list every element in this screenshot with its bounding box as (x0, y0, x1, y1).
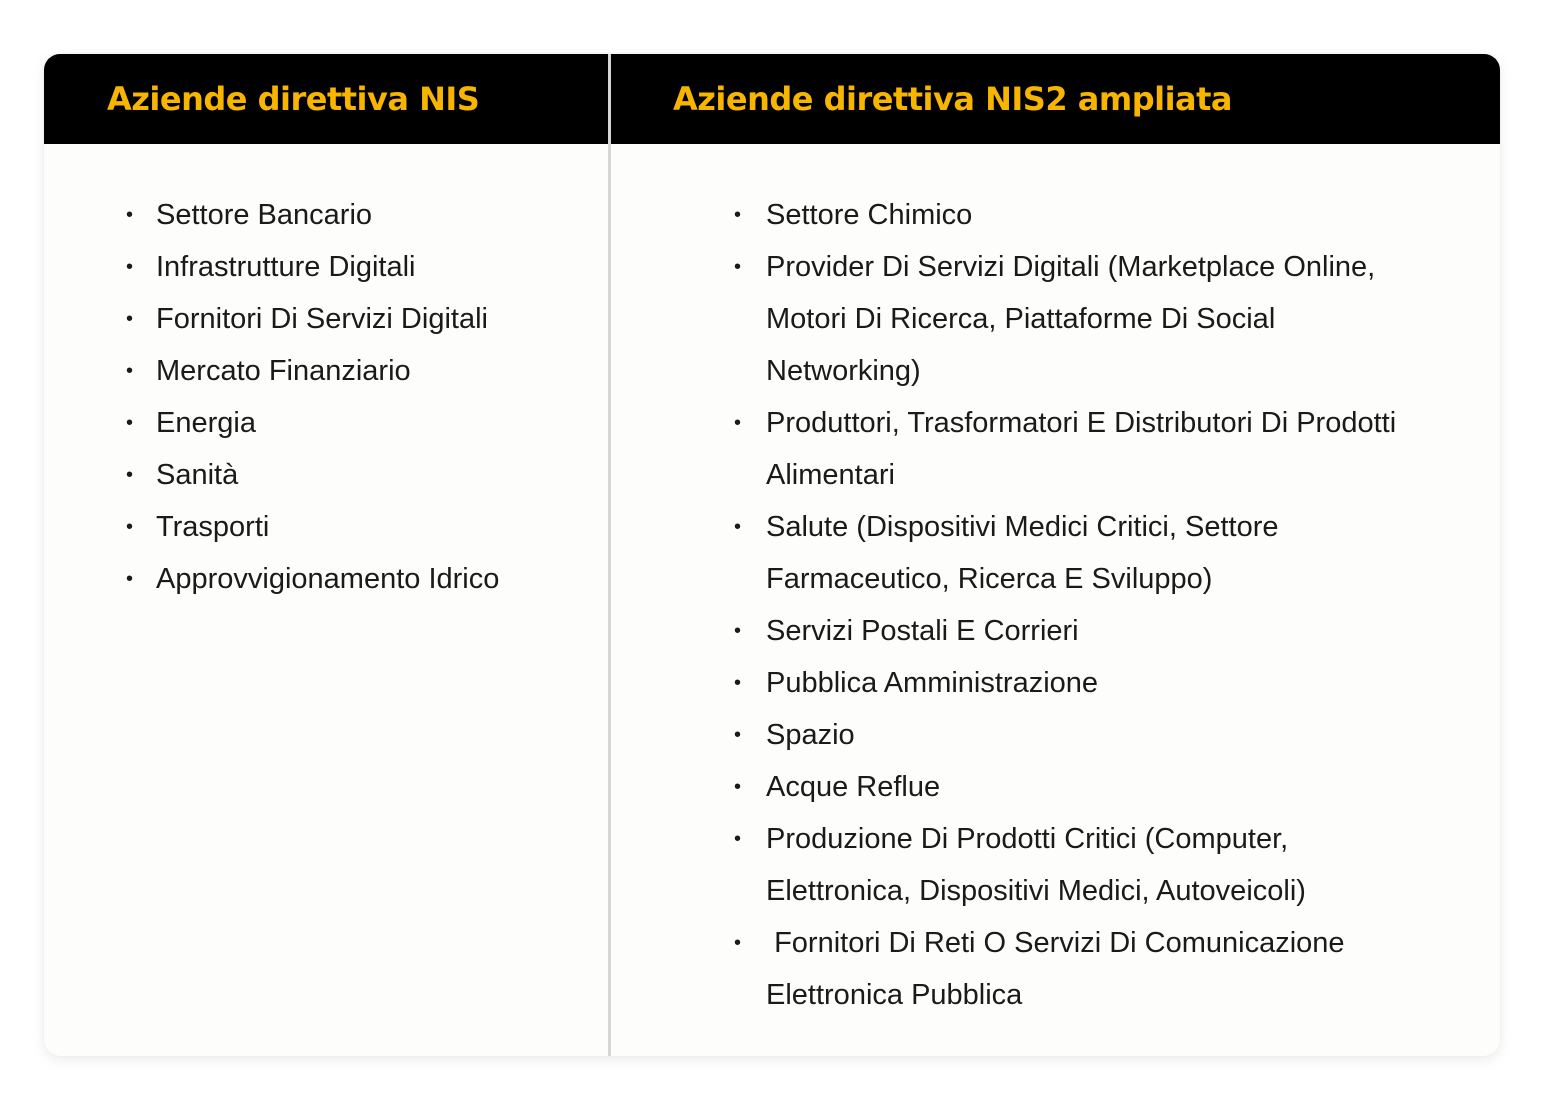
bullet-icon: • (734, 256, 742, 278)
list-item (124, 449, 594, 501)
list-item (732, 709, 1432, 761)
list-item-label: Settore Bancario (156, 199, 373, 231)
list-item (732, 501, 1432, 605)
comparison-table (44, 54, 1500, 1056)
bullet-icon: • (734, 724, 742, 746)
list-item-label: Fornitori Di Servizi Digitali (156, 303, 488, 335)
list-item-label: Produzione Di Prodotti Critici (Computer, Elettronica, Dispositivi Medici, Autoveicoli) (766, 823, 1306, 907)
list-item-label: Fornitori Di Reti O Servizi Di Comunicazione Elettronica Pubblica (766, 927, 1353, 1011)
bullet-icon: • (126, 360, 134, 382)
bullet-icon: • (734, 932, 742, 954)
list-item-label: Provider Di Servizi Digitali (Marketplace Online, Motori Di Ricerca, Piattaforme Di Social Networking) (766, 251, 1384, 387)
bullet-icon: • (734, 412, 742, 434)
bullet-icon: • (126, 464, 134, 486)
list-item (732, 189, 1432, 241)
list-item (732, 397, 1432, 501)
list-item (124, 397, 594, 449)
list-item (124, 293, 594, 345)
list-item-label: Mercato Finanziario (156, 355, 411, 387)
list-item (124, 501, 594, 553)
nis2-column-header (611, 54, 1500, 144)
list-item (124, 553, 594, 605)
list-item-label: Pubblica Amministrazione (766, 667, 1099, 699)
bullet-icon: • (734, 828, 742, 850)
list-item (732, 917, 1432, 1021)
list-item-label: Spazio (766, 719, 855, 751)
nis-column-header (44, 54, 608, 144)
nis2-column-title: Aziende direttiva NIS2 ampliata (673, 80, 1233, 118)
bullet-icon: • (734, 672, 742, 694)
nis2-sector-list (732, 189, 1432, 1021)
list-item-label: Settore Chimico (766, 199, 973, 231)
nis2-column (611, 54, 1500, 1056)
list-item-label: Infrastrutture Digitali (156, 251, 416, 283)
list-item (732, 605, 1432, 657)
list-item-label: Trasporti (156, 511, 270, 543)
nis-sector-list (124, 189, 594, 605)
list-item (124, 241, 594, 293)
list-item-label: Sanità (156, 459, 239, 491)
bullet-icon: • (734, 516, 742, 538)
list-item-label: Energia (156, 407, 256, 439)
bullet-icon: • (126, 204, 134, 226)
nis-column-title: Aziende direttiva NIS (107, 80, 480, 118)
list-item (732, 813, 1432, 917)
list-item (124, 189, 594, 241)
list-item-label: Salute (Dispositivi Medici Critici, Settore Farmaceutico, Ricerca E Sviluppo) (766, 511, 1287, 595)
list-item (124, 345, 594, 397)
bullet-icon: • (734, 204, 742, 226)
bullet-icon: • (126, 568, 134, 590)
bullet-icon: • (126, 412, 134, 434)
bullet-icon: • (734, 620, 742, 642)
list-item-label: Produttori, Trasformatori E Distributori Di Prodotti Alimentari (766, 407, 1403, 491)
list-item-label: Servizi Postali E Corrieri (766, 615, 1079, 647)
list-item (732, 241, 1432, 397)
list-item (732, 761, 1432, 813)
bullet-icon: • (126, 516, 134, 538)
bullet-icon: • (126, 256, 134, 278)
bullet-icon: • (734, 776, 742, 798)
list-item (732, 657, 1432, 709)
nis-column (44, 54, 608, 1056)
bullet-icon: • (126, 308, 134, 330)
list-item-label: Acque Reflue (766, 771, 941, 803)
list-item-label: Approvvigionamento Idrico (156, 563, 500, 595)
